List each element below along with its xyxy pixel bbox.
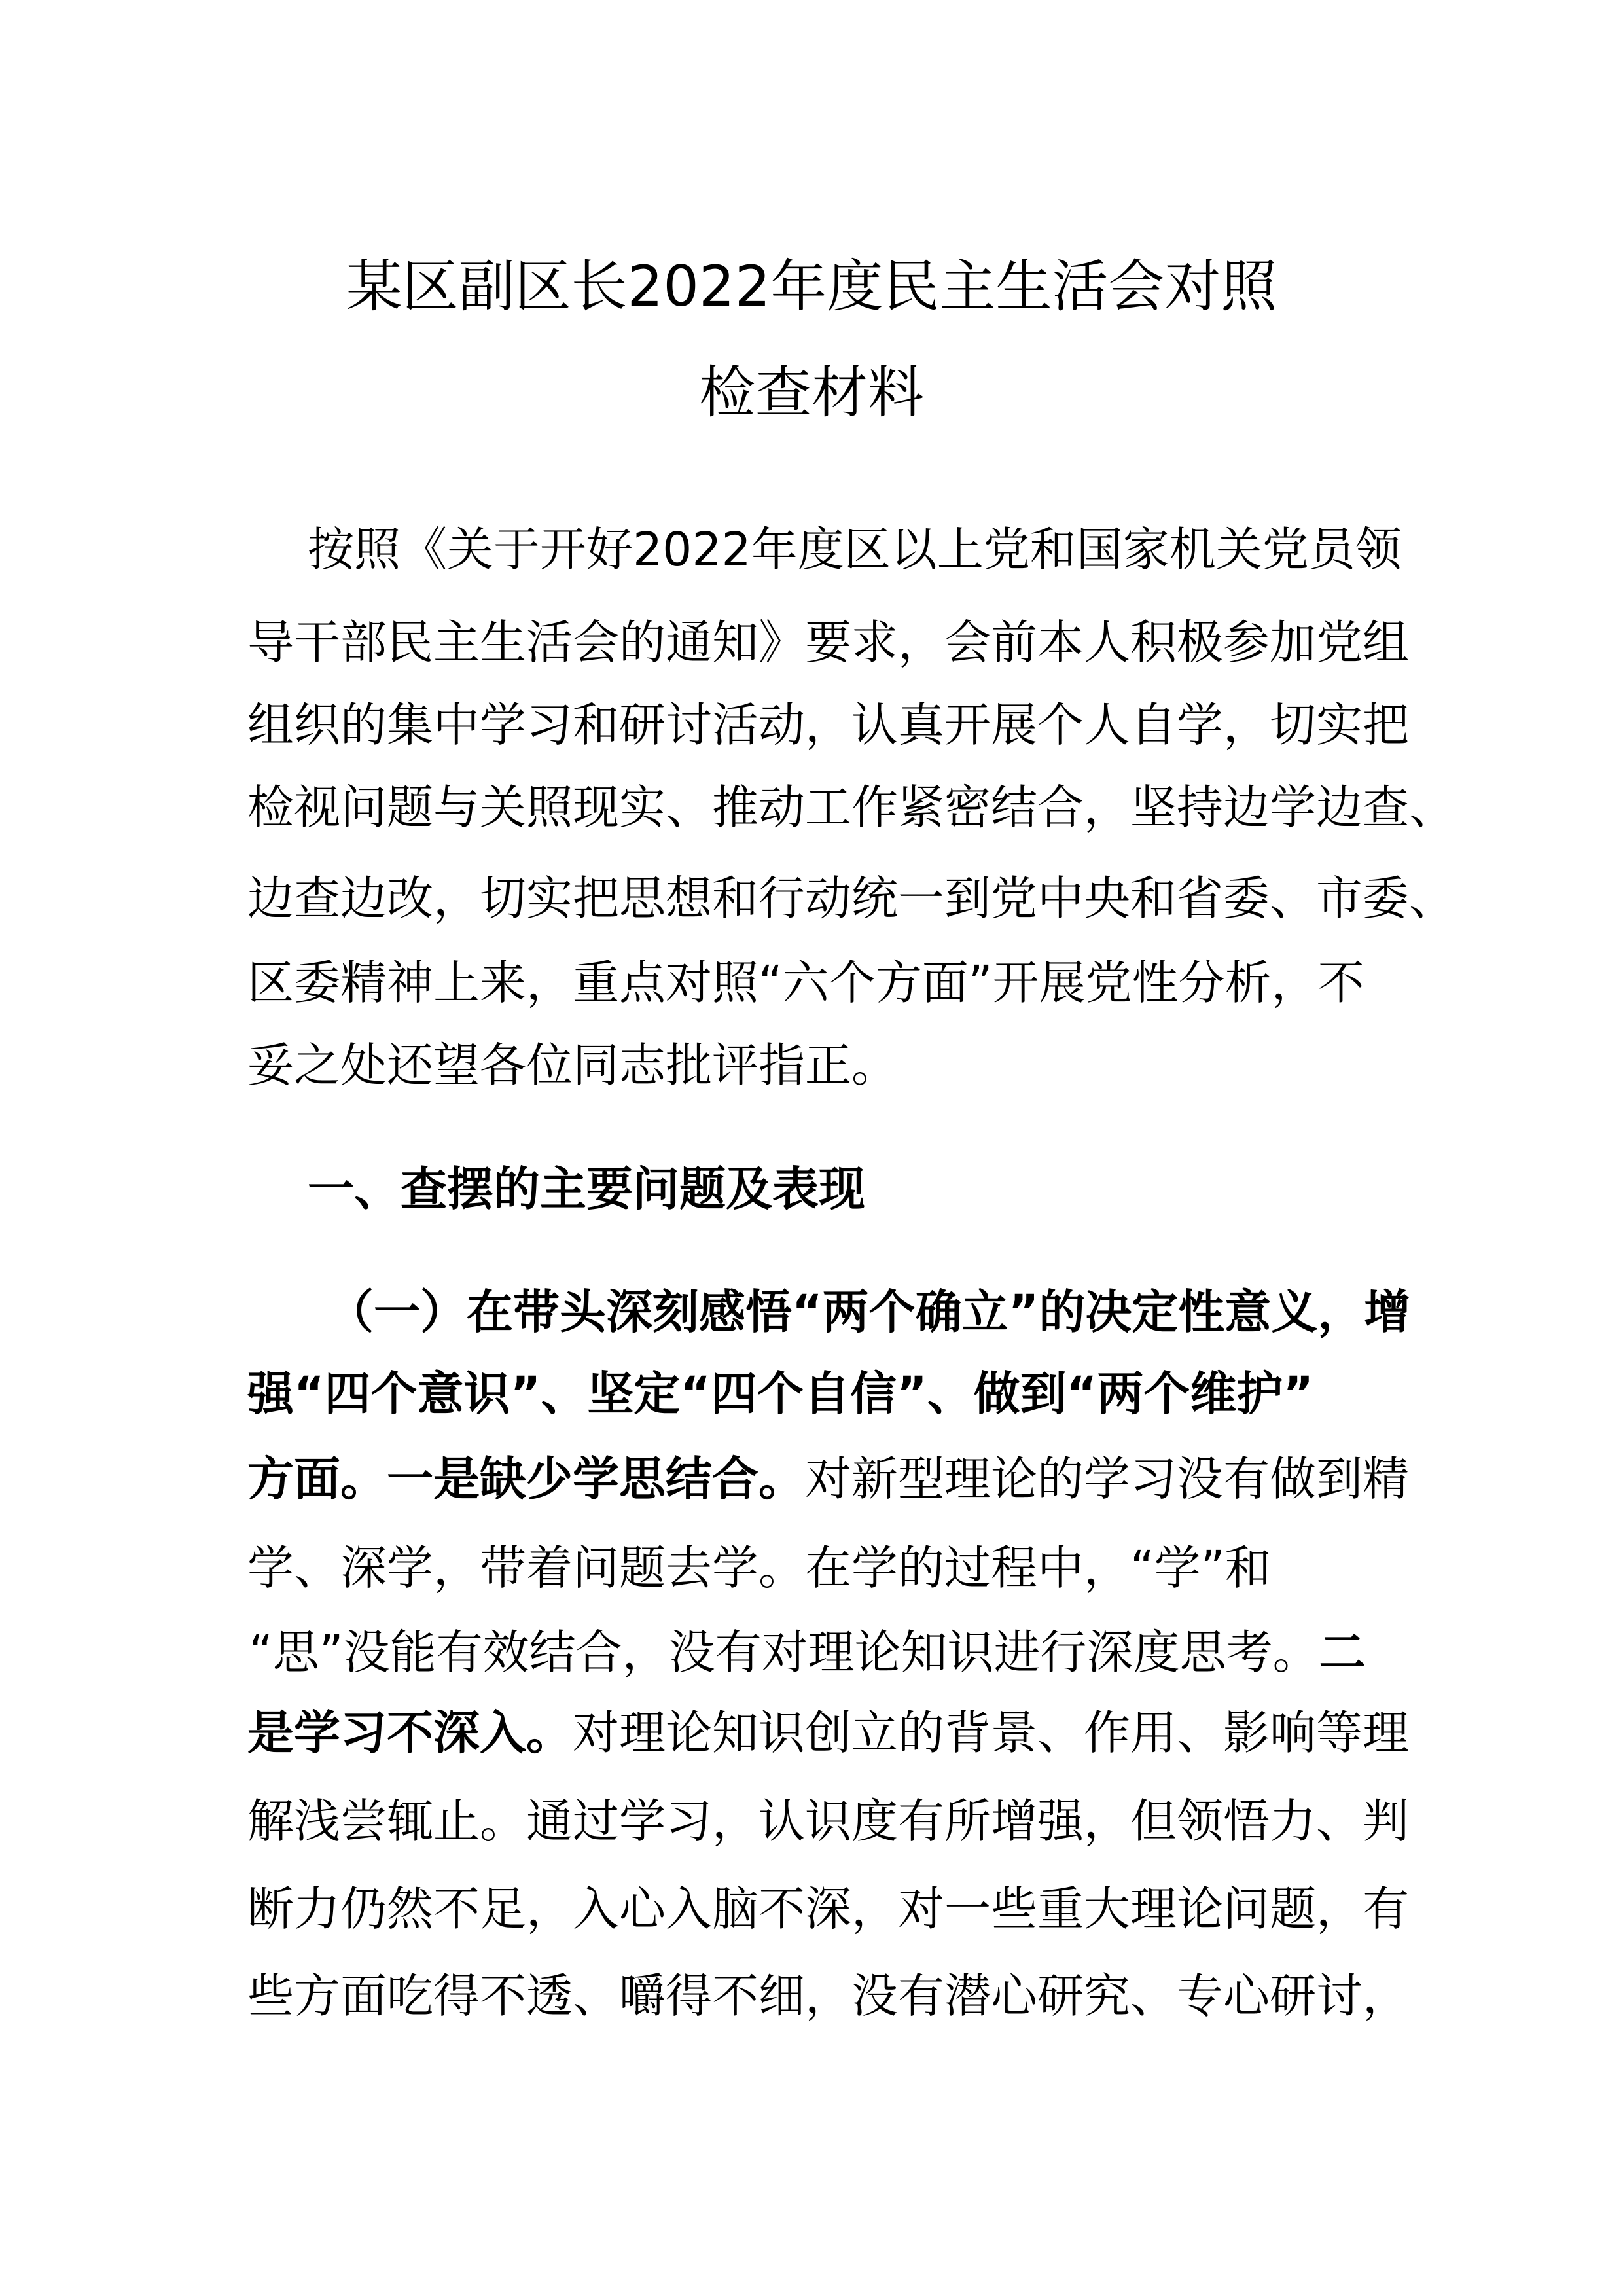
document-title-line-1: 某区副区长2022年度民主生活会对照: [346, 254, 1277, 319]
bold-phrase: 方面。一是缺少学思结合。: [247, 1452, 806, 1506]
intro-line-1: 按照《关于开好2022年度区以上党和国家机关党员领: [308, 522, 1402, 577]
document-title-line-2: 检查材料: [699, 360, 924, 425]
intro-line-7: 妥之处还望各位同志批评指正。: [247, 1038, 899, 1092]
bold-phrase: 是学习不深入。: [247, 1706, 573, 1760]
bold-phrase: 二: [1319, 1625, 1366, 1679]
text-run: “思”没能有效结合，没有对理论知识进行深度思考。: [249, 1625, 1319, 1679]
subsection-1-line-1: （一）在带头深刻感悟“两个确立”的决定性意义，增: [327, 1285, 1411, 1339]
text-run: 对理论知识创立的背景、作用、影响等理: [573, 1706, 1410, 1760]
subsection-1-line-9: 些方面吃得不透、嚼得不细，没有潜心研究、专心研讨，: [247, 1969, 1410, 2023]
subsection-1-line-2: 强“四个意识”、坚定“四个自信”、做到“两个维护”: [247, 1367, 1313, 1421]
subsection-1-line-4: 学、深学，带着问题去学。在学的过程中，“学”和: [247, 1541, 1272, 1595]
intro-line-3: 组织的集中学习和研讨活动，认真开展个人自学，切实把: [247, 698, 1410, 752]
intro-line-2: 导干部民主生活会的通知》要求，会前本人积极参加党组: [247, 615, 1410, 670]
text-run: 对新型理论的学习没有做到精: [805, 1452, 1410, 1506]
subsection-1-line-5: [249, 1623, 1366, 1682]
section-heading-1: 一、查摆的主要问题及表现: [308, 1162, 866, 1216]
subsection-1-line-7: 解浅尝辄止。通过学习，认识度有所增强，但领悟力、判: [247, 1794, 1410, 1848]
intro-line-5: 边查边改，切实把思想和行动统一到党中央和省委、市委、: [247, 871, 1456, 925]
intro-line-6: 区委精神上来，重点对照“六个方面”开展党性分析，不: [247, 956, 1364, 1010]
intro-line-4: 检视问题与关照现实、推动工作紧密结合，坚持边学边查、: [247, 780, 1456, 834]
subsection-1-line-3: [247, 1450, 1409, 1509]
subsection-1-line-8: 断力仍然不足，入心入脑不深，对一些重大理论问题，有: [247, 1882, 1410, 1936]
subsection-1-line-6: [247, 1704, 1409, 1763]
